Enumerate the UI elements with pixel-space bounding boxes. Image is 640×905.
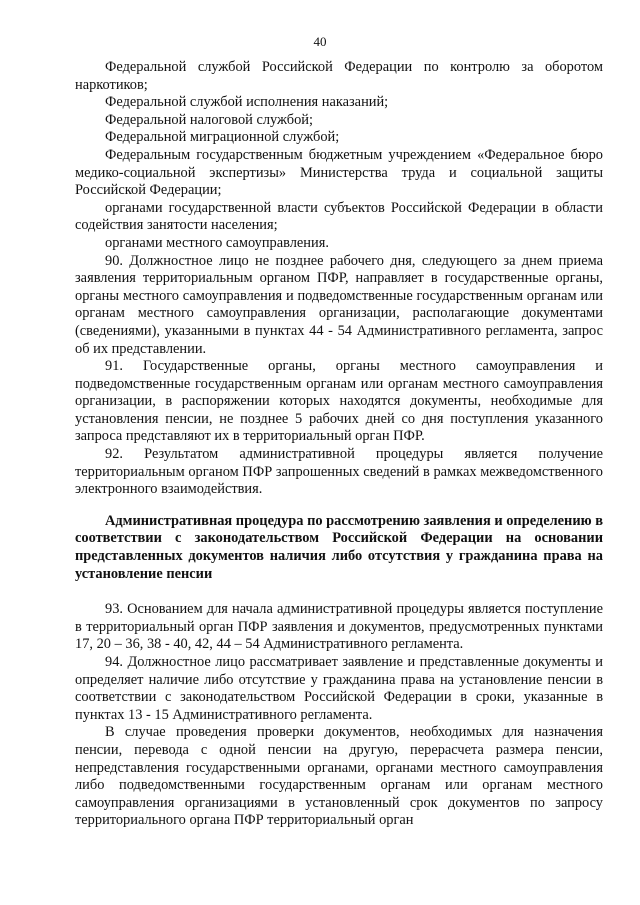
section-heading: Административная процедура по рассмотрению заявления и определению в соответствии с законодательством Российской Федерации на основании представленных документов наличия либо отсутствия у гражданина права на установление пенсии: [75, 512, 603, 582]
paragraph: Федеральной налоговой службой;: [105, 111, 313, 128]
paragraph-91: 91. Государственные органы, органы местного самоуправления и подведомственные государственным органам или органам местного самоуправления организации, в распоряжении которых находятся документы, необходимые для установления пенсии, не позднее 5 рабочих дней со дня поступления указанного запроса представляют их в территориальный орган ПФР.: [75, 358, 603, 445]
paragraph-90: 90. Должностное лицо не позднее рабочего дня, следующего за днем приема заявления территориальным органом ПФР, направляет в государственные органы, органы местного самоуправления и подведомственные государственным органам или органам местного самоуправления организации, располагающие документами (сведениями), указанными в пунктах 44 - 54 Административного регламента, запрос об их представлении.: [75, 252, 603, 357]
paragraph: Федеральным государственным бюджетным учреждением «Федеральное бюро медико-социальной экспертизы» Министерства труда и социальной защиты Российской Федерации;: [75, 146, 603, 199]
paragraph: Федеральной службой исполнения наказаний;: [105, 94, 389, 111]
document-body: [75, 59, 603, 830]
page-number: 40: [313, 34, 327, 49]
paragraph: Федеральной службой Российской Федерации по контролю за оборотом наркотиков;: [75, 59, 603, 93]
paragraph: органами государственной власти субъектов Российской Федерации в области содействия занятости населения;: [75, 199, 603, 234]
paragraph-93: 93. Основанием для начала административной процедуры является поступление в территориальный орган ПФР заявления и документов, предусмотренных пунктами 17, 20 – 36, 38 - 40, 42, 44 – 54 Административного регламента.: [75, 601, 603, 653]
spacer: [75, 583, 603, 601]
paragraph: органами местного самоуправления.: [105, 234, 329, 251]
paragraph: Федеральной миграционной службой;: [105, 129, 340, 146]
spacer: [75, 499, 603, 513]
paragraph-94: 94. Должностное лицо рассматривает заявление и представленные документы и определяет наличие либо отсутствие у гражданина права на установление пенсии в соответствии с законодательством Российской Федерации в сроки, указанные в пунктах 13 - 15 Административного регламента.: [75, 654, 603, 723]
paragraph: В случае проведения проверки документов, необходимых для назначения пенсии, перевода с одной пенсии на другую, перерасчета размера пенсии, непредставления государственными органами, органами местного самоуправления либо подведомственными государственным органам или органам местного самоуправления организациями в установленный срок документов по запросу территориального органа ПФР территориальный орган: [75, 724, 603, 829]
paragraph-92: 92. Результатом административной процедуры является получение территориальным органом ПФР запрошенных сведений в рамках межведомственного электронного взаимодействия.: [75, 446, 603, 498]
